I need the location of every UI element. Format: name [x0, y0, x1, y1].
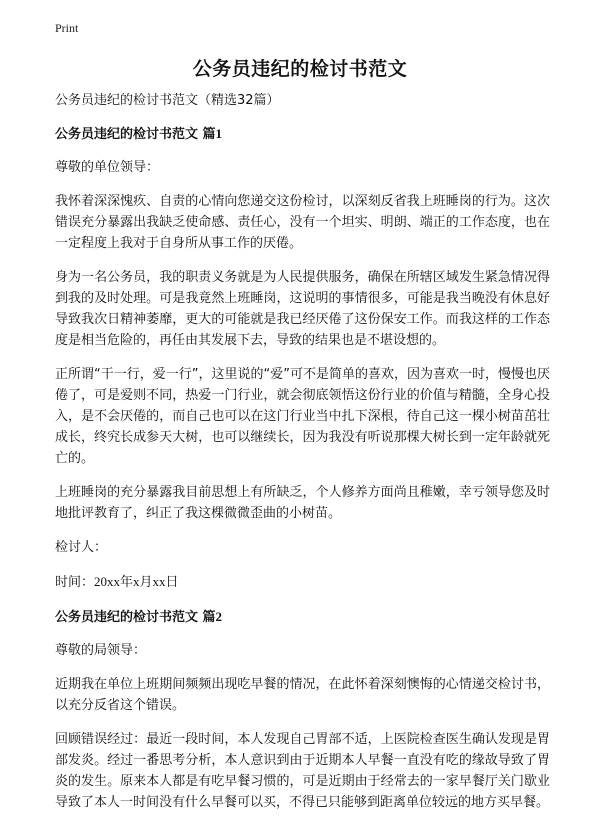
- paragraph: 上班睡岗的充分暴露我目前思想上有所缺乏，个人修养方面尚且稚嫩，幸亏领导您及时地批评教育了，纠正了我这棵微微歪曲的小树苗。: [55, 485, 550, 521]
- document-body: [55, 90, 550, 826]
- section-heading-text: 公务员违纪的检讨书范文: [55, 127, 199, 142]
- salutation: 尊敬的单位领导：: [55, 160, 160, 175]
- paragraph: 身为一名公务员，我的职责义务就是为人民提供服务，确保在所辖区域发生紧急情况得到我的及时处理。可是我竟然上班睡岗，这说明的事情很多，可能是我当晚没有休息好导致我次日精神萎靡，更大的可能就是我已经厌倦了这份保安工作。而我这样的工作态度是相当危险的，再任由其发展下去，导致的结果也是不堪设想的。: [55, 270, 550, 348]
- paragraph: 正所谓“干一行，爱一行”，这里说的“爱”可不是简单的喜欢，因为喜欢一时，慢慢也厌倦了，可是爱则不同，热爱一门行业，就会彻底领悟这份行业的价值与精髓，全身心投入，是不会厌倦的，而自己也可以在这门行业当中扎下深根，待自己这一棵小树苗茁壮成长，终究长成参天大树，也可以继续长，因为我没有听说那棵大树长到一定年龄就死亡的。: [55, 367, 550, 466]
- section-heading-number: 篇1: [202, 126, 223, 141]
- section-heading-2: [55, 606, 550, 628]
- print-link[interactable]: Print: [55, 21, 79, 35]
- section-heading-number: 篇2: [202, 609, 223, 624]
- paragraph: 我怀着深深愧疚、自责的心情向您递交这份检讨，以深刻反省我上班睡岗的行为。这次错误充分暴露出我缺乏使命感、责任心，没有一个坦实、明朗、端正的工作态度，也在一定程度上我对于自身所从事工作的厌倦。: [55, 194, 550, 251]
- document-subtitle: 公务员违纪的检讨书范文（精选32篇）: [55, 93, 280, 108]
- date-value: 20xx年x月xx日: [94, 574, 179, 589]
- section-heading-text: 公务员违纪的检讨书范文: [55, 610, 199, 625]
- section-heading-1: [55, 123, 550, 145]
- date-label: 时间：: [55, 575, 95, 590]
- paragraph: 近期我在单位上班期间频频出现吃早餐的情况，在此怀着深刻懊悔的心情递交检讨书，以充分反省这个错误。: [55, 677, 550, 713]
- salutation: 尊敬的局领导：: [55, 643, 147, 658]
- date-line: [55, 571, 550, 593]
- paragraph: 回顾错误经过：最近一段时间，本人发现自己胃部不适，上医院检查医生确认发现是胃部发炎。经过一番思考分析，本人意识到由于近期本人早餐一直没有吃的缘故导致了胃炎的发生。原来本人都是有吃早餐习惯的，可是近期由于经常去的一家早餐厅关门歇业导致了本人一时间没有什么早餐可以买，不得已只能够到距离单位较远的地方买早餐。: [55, 732, 550, 810]
- document-title: 公务员违纪的检讨书范文: [192, 58, 408, 80]
- signature-line: 检讨人：: [55, 540, 108, 555]
